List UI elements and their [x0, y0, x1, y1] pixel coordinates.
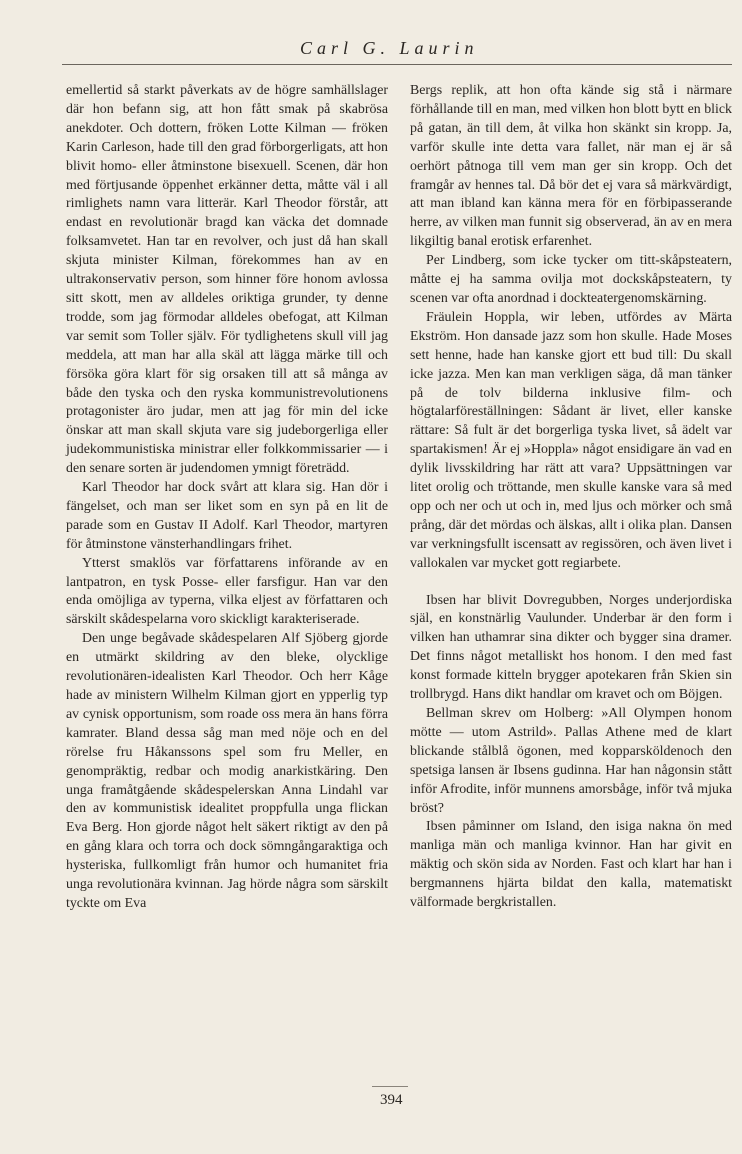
paragraph: Bellman skrev om Holberg: »All Olympen honom mötte — utom Astrild». Pallas Athene med de klart blickande stålblå ögonen, med kopparsköldenoch den spetsiga lansen är Ibsens gudinna. Har han någonsin stått inför Afrodite, inför munnens amorsbåge, inför två mjuka bröst? [410, 706, 732, 816]
page-number: 394 [380, 1092, 403, 1108]
paragraph: Per Lindberg, som icke tycker om titt-skåpsteatern, måtte ej ha samma ovilja mot dockskåpsteatern, ty scenen var ofta anordnad i dockteatergenomskärning. [410, 253, 732, 306]
paragraph: Bergs replik, att hon ofta kände sig stå i närmare förhållande till en man, med vilken hon blott bytt en blick på gatan, än till dem, åt vilka hon skänkt sin kropp. Ja, varför skulle inte detta vara fallet, när man ej är så oerhört påtnoga till vem man ger sin kropp. Och det framgår av hennes tal. Då bör det ej vara så märkvärdigt, att man ibland kan känna mera för en förbipasserande herre, av vilken man funnit sig observerad, än av en mera likgiltig banal erotisk erfarenhet. [410, 83, 732, 250]
right-column [410, 82, 732, 913]
paragraph: emellertid så starkt påverkats av de högre samhällslager där hon befann sig, att hon fått smak på skabrösa anekdoter. Och dottern, fröken Lotte Kilman — fröken Karin Carleson, hade till den grad förborgerligats, att hon blivit homo- eller åtminstone bisexuell. Scenen, där hon med förtjusande öppenhet erkänner detta, måtte väl i all rimlighets namn vara litterär. Karl Theodor förstår, att endast en revolutionär bragd kan väcka det domnade folksamvetet. Han tar en revolver, och just då han skall skjuta minister Kilman, förekommes han av en ultrakonservativ person, som hinner före honom avlossa sitt skott, men av alldeles oriktiga grunder, ty denne trodde, som jag förmodar alldeles obefogat, att Kilman var semit som Toller själv. För tydlighetens skull vill jag meddela, att man har alla skäl att lägga märke till och försöka göra klart för sig orsaken till att så många av både den tyska och den ryska kommunistrevolutionens protagonister äro judar, men att jag för min del icke önskar att man skall skjuta vare sig judeborgerliga eller judekommunistiska ministrar eller folkkommissarier — i den senare sorten är judendomen ymnigt företrädd. [66, 83, 388, 477]
paragraph: Ibsen påminner om Island, den isiga nakna ön med manliga män och manliga kvinnor. Han har givit en mäktig och skön sida av Norden. Fast och klart har han i bergmannens hjärta bildat den kalla, matematiskt välformade bergkristallen. [410, 819, 732, 911]
left-column [66, 82, 388, 914]
paragraph: Fräulein Hoppla, wir leben, utfördes av Märta Ekström. Hon dansade jazz som hon skulle. Hade Moses sett henne, hade han kanske gjort ett bud till: Du skall icke jazza. Men kan man verkligen säga, då man tänker på de tolv bilderna inklusive film- och högtalarföreställningen: Sådant är livet, eller kanske rättare: Så fult är det borgerliga tyska livet, så ädelt var spartakismen! Är ej »Hoppla» något ensidigare än vad en dylik livsskildring har rätt att vara? Uppsättningen var litet orolig och tröttande, men skulle kanske vara så med opp och ner och ut och in, med ljus och mörker och små prång, där det mördas och älskas, allt i olika plan. Dansen var verkningsfullt iscensatt av regissören, och även livet i vallokalen var mycket gott regiarbete. [410, 309, 732, 571]
paragraph: Karl Theodor har dock svårt att klara sig. Han dör i fängelset, och man ser liket som en syn på en lit de parade som en Gustav II Adolf. Karl Theodor, martyren för åtminstone vänsterhandlingars frihet. [66, 480, 388, 552]
footer-rule [372, 1086, 408, 1087]
paragraph: Ytterst smaklös var författarens införande av en lantpatron, en tysk Posse- eller farsfigur. Han var den enda omöjliga av typerna, vilka eljest av författaren och särskilt skådespelarna voro skickligt karakteriserade. [66, 555, 388, 628]
paragraph: Ibsen har blivit Dovregubben, Norges underjordiska själ, en konstnärlig Vaulunder. Underbar är den form i vilken han uthamrar sina dikter och bygger sina dramer. Det finns något metalliskt hos honom. I den med fast konst formade kitteln brygger apotekaren från Skien sin trollbrygd. Hans dikt handlar om kravet och om Böjgen. [410, 592, 732, 703]
running-head: Carl G. Laurin [300, 38, 479, 58]
paragraph: Den unge begåvade skådespelaren Alf Sjöberg gjorde en utmärkt skildring av den bleke, olycklige revolutionären-idealisten Karl Theodor. Och herr Kåge hade av ministern Wilhelm Kilman gjort en ypperlig typ av cynisk opportunism, som roade oss mera än hans förra kamrater. Bland dessa såg man med nöje och en del rörelse fru Håkanssons spel som fru Meller, en genompräktig, redbar och modig anarkistkäring. Den unga framåtgående skådespelerskan Anna Lindahl var den av kommunistisk idealitet proppfulla unga flickan Eva Berg. Hon gjorde något helt säkert riktigt av den på en gång klara och torra och dock sömngångaraktiga och hysteriska, fullkomligt från humor och humanitet fria unga revolutionära kvinnan. Jag hörde några som särskilt tyckte om Eva [66, 631, 388, 911]
header-rule [62, 64, 732, 65]
